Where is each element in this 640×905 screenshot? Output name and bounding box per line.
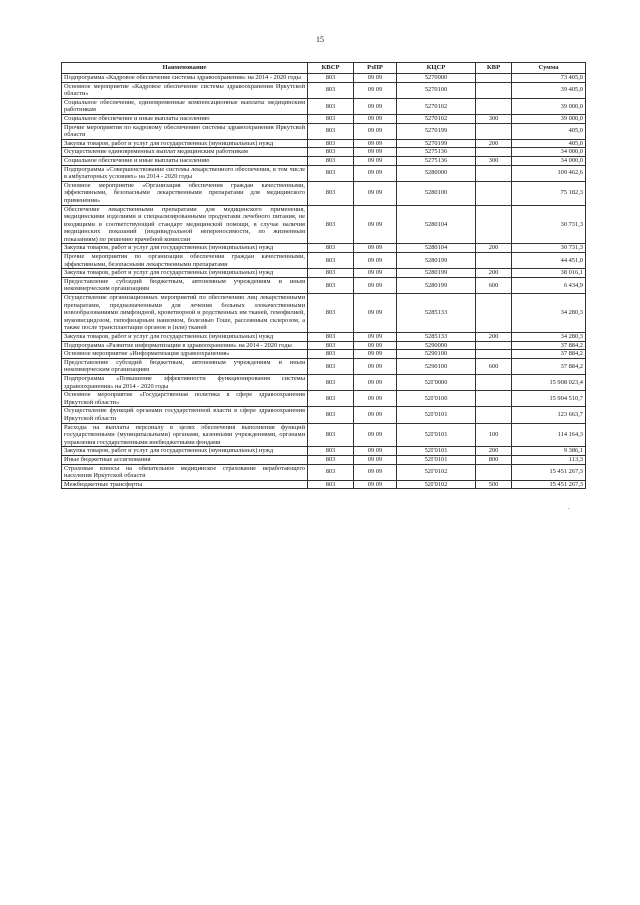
cell-kcsr: 5270000 <box>397 74 476 83</box>
cell-name: Социальное обеспечение и иные выплаты населению <box>62 156 308 165</box>
cell-kvr: 200 <box>476 244 512 253</box>
cell-rzpr: 09 09 <box>354 277 397 293</box>
page-number: 15 <box>316 35 324 44</box>
cell-sum: 15 451 267,3 <box>512 480 586 489</box>
cell-kvsr: 803 <box>308 358 354 374</box>
cell-kvr <box>476 253 512 269</box>
cell-kvr <box>476 341 512 350</box>
cell-sum: 38 016,1 <box>512 269 586 278</box>
cell-kvsr: 803 <box>308 423 354 447</box>
cell-kcsr: 5290100 <box>397 350 476 359</box>
header-kvsr: КВСР <box>308 63 354 74</box>
cell-kvr <box>476 181 512 205</box>
cell-kvr: 200 <box>476 139 512 148</box>
cell-kvsr: 803 <box>308 374 354 390</box>
header-sum: Сумма <box>512 63 586 74</box>
cell-rzpr: 09 09 <box>354 423 397 447</box>
cell-kcsr: 52Г0101 <box>397 455 476 464</box>
cell-rzpr: 09 09 <box>354 205 397 244</box>
cell-kcsr: 52Г0101 <box>397 407 476 423</box>
cell-rzpr: 09 09 <box>354 333 397 342</box>
cell-sum: 34 000,0 <box>512 148 586 157</box>
cell-kvr <box>476 374 512 390</box>
cell-kvsr: 803 <box>308 341 354 350</box>
table-row <box>62 277 586 293</box>
table-row <box>62 139 586 148</box>
cell-name: Подпрограмма «Развитие информатизации в здравоохранении» на 2014 - 2020 годы <box>62 341 308 350</box>
cell-kvsr: 803 <box>308 407 354 423</box>
cell-kvr <box>476 123 512 139</box>
cell-name: Основное мероприятие «Государственная политика в сфере здравоохранения Иркутской области» <box>62 391 308 407</box>
cell-rzpr: 09 09 <box>354 148 397 157</box>
cell-rzpr: 09 09 <box>354 391 397 407</box>
cell-kcsr: 5290000 <box>397 341 476 350</box>
budget-table <box>61 62 586 489</box>
cell-name: Обеспечение лекарственными препаратами для медицинского применения, медицинскими изделиями и специализированными продуктами лечебного питания, не входящими в соответствующий стандарт медицинской помощи, в случае наличия медицинских показаний (индивидуальной непереносимости, по жизненным показаниям) по решению врачебной комиссии <box>62 205 308 244</box>
cell-kcsr: 5280104 <box>397 205 476 244</box>
cell-rzpr: 09 09 <box>354 294 397 333</box>
cell-kcsr: 5280104 <box>397 244 476 253</box>
table-row <box>62 98 586 114</box>
cell-kvsr: 803 <box>308 165 354 181</box>
table-row <box>62 165 586 181</box>
cell-name: Прочие мероприятия по организации обеспечения граждан качественными, эффективными, безопасными лекарственными препаратами <box>62 253 308 269</box>
cell-kvr: 600 <box>476 358 512 374</box>
table-row <box>62 374 586 390</box>
table-row <box>62 407 586 423</box>
table-row <box>62 333 586 342</box>
cell-kcsr: 52Г0101 <box>397 447 476 456</box>
cell-sum: 34 000,0 <box>512 156 586 165</box>
cell-name: Закупка товаров, работ и услуг для государственных (муниципальных) нужд <box>62 139 308 148</box>
cell-sum: 9 386,1 <box>512 447 586 456</box>
cell-kvr: 600 <box>476 277 512 293</box>
table-row <box>62 82 586 98</box>
cell-kcsr: 52Г0102 <box>397 480 476 489</box>
cell-sum: 37 884,2 <box>512 350 586 359</box>
table-row <box>62 205 586 244</box>
table-row <box>62 269 586 278</box>
cell-rzpr: 09 09 <box>354 464 397 480</box>
cell-kcsr: 52Г0000 <box>397 374 476 390</box>
cell-rzpr: 09 09 <box>354 156 397 165</box>
cell-kcsr: 5270102 <box>397 114 476 123</box>
cell-kvsr: 803 <box>308 123 354 139</box>
cell-kvsr: 803 <box>308 464 354 480</box>
table-row <box>62 181 586 205</box>
cell-kvr <box>476 464 512 480</box>
cell-kvsr: 803 <box>308 181 354 205</box>
table-header <box>62 63 586 74</box>
cell-name: Закупка товаров, работ и услуг для государственных (муниципальных) нужд <box>62 244 308 253</box>
cell-name: Закупка товаров, работ и услуг для государственных (муниципальных) нужд <box>62 333 308 342</box>
table-row <box>62 423 586 447</box>
cell-kvsr: 803 <box>308 455 354 464</box>
cell-kvsr: 803 <box>308 98 354 114</box>
header-kcsr: КЦСР <box>397 63 476 74</box>
table-row <box>62 294 586 333</box>
cell-kvr <box>476 165 512 181</box>
cell-kvsr: 803 <box>308 139 354 148</box>
cell-sum: 34 280,3 <box>512 294 586 333</box>
cell-kvsr: 803 <box>308 269 354 278</box>
cell-sum: 405,0 <box>512 123 586 139</box>
cell-kvr <box>476 98 512 114</box>
cell-kcsr: 5280199 <box>397 269 476 278</box>
cell-name: Осуществление единовременных выплат медицинским работникам <box>62 148 308 157</box>
cell-name: Осуществление организационных мероприятий по обеспечению лиц лекарственными препаратами, предназначенными для лечения больных злокачественными новообразованиями лимфоидной, кроветворной и родственных им тканей, гемофилией, муковисцидозом, гипофизарным нанизмом, болезнью Гоше, рассеянным склерозом, а также после трансплантации органов и (или) тканей <box>62 294 308 333</box>
cell-kcsr: 5290100 <box>397 358 476 374</box>
cell-sum: 405,0 <box>512 139 586 148</box>
cell-rzpr: 09 09 <box>354 358 397 374</box>
cell-kvr: 500 <box>476 480 512 489</box>
cell-rzpr: 09 09 <box>354 181 397 205</box>
cell-rzpr: 09 09 <box>354 253 397 269</box>
table-row <box>62 480 586 489</box>
cell-name: Социальное обеспечение, единовременные компенсационные выплаты медицинским работникам <box>62 98 308 114</box>
cell-sum: 6 434,9 <box>512 277 586 293</box>
cell-kcsr: 5280100 <box>397 181 476 205</box>
cell-sum: 30 731,3 <box>512 205 586 244</box>
cell-sum: 114 164,3 <box>512 423 586 447</box>
cell-sum: 39 000,0 <box>512 114 586 123</box>
cell-sum: 75 182,3 <box>512 181 586 205</box>
cell-kvr: 300 <box>476 156 512 165</box>
table-row <box>62 464 586 480</box>
cell-rzpr: 09 09 <box>354 455 397 464</box>
cell-rzpr: 09 09 <box>354 447 397 456</box>
table-row <box>62 341 586 350</box>
cell-rzpr: 09 09 <box>354 269 397 278</box>
cell-kvsr: 803 <box>308 148 354 157</box>
table-row <box>62 350 586 359</box>
table-row <box>62 391 586 407</box>
cell-kcsr: 5270199 <box>397 123 476 139</box>
cell-rzpr: 09 09 <box>354 114 397 123</box>
cell-kvr: 300 <box>476 114 512 123</box>
cell-kvr <box>476 74 512 83</box>
table-row <box>62 156 586 165</box>
cell-kvr <box>476 294 512 333</box>
cell-kvsr: 803 <box>308 294 354 333</box>
cell-kcsr: 5275136 <box>397 156 476 165</box>
cell-kvsr: 803 <box>308 391 354 407</box>
cell-name: Основное мероприятие «Информатизация здравоохранения» <box>62 350 308 359</box>
cell-kvr: 800 <box>476 455 512 464</box>
header-rzpr: РзПР <box>354 63 397 74</box>
cell-sum: 37 884,2 <box>512 358 586 374</box>
cell-rzpr: 09 09 <box>354 374 397 390</box>
table-row <box>62 455 586 464</box>
cell-kvsr: 803 <box>308 74 354 83</box>
cell-kcsr: 5270102 <box>397 98 476 114</box>
cell-kcsr: 5285133 <box>397 294 476 333</box>
cell-name: Прочие мероприятия по кадровому обеспечению системы здравоохранения Иркутской области <box>62 123 308 139</box>
cell-kvr <box>476 350 512 359</box>
cell-kcsr: 5275136 <box>397 148 476 157</box>
cell-kcsr: 52Г0101 <box>397 423 476 447</box>
cell-kvr <box>476 407 512 423</box>
cell-rzpr: 09 09 <box>354 407 397 423</box>
cell-name: Страховые взносы на обязательное медицинское страхование неработающего населения Иркутской области <box>62 464 308 480</box>
cell-sum: 39 000,0 <box>512 98 586 114</box>
cell-sum: 39 405,0 <box>512 82 586 98</box>
cell-sum: 15 908 023,4 <box>512 374 586 390</box>
cell-kcsr: 5280199 <box>397 253 476 269</box>
cell-rzpr: 09 09 <box>354 139 397 148</box>
cell-name: Подпрограмма «Совершенствование системы лекарственного обеспечения, в том числе в амбулаторных условиях» на 2014 - 2020 годы <box>62 165 308 181</box>
cell-rzpr: 09 09 <box>354 123 397 139</box>
cell-sum: 73 405,0 <box>512 74 586 83</box>
cell-name: Закупка товаров, работ и услуг для государственных (муниципальных) нужд <box>62 269 308 278</box>
table-row <box>62 114 586 123</box>
stray-mark: . <box>568 505 570 511</box>
cell-kvr <box>476 391 512 407</box>
cell-kvsr: 803 <box>308 480 354 489</box>
cell-name: Подпрограмма «Повышение эффективности функционирования системы здравоохранения» на 2014 - 2020 годы <box>62 374 308 390</box>
cell-rzpr: 09 09 <box>354 341 397 350</box>
cell-name: Основное мероприятие «Организация обеспечения граждан качественными, эффективными, безопасными лекарственными препаратами для медицинского применения» <box>62 181 308 205</box>
cell-kvsr: 803 <box>308 350 354 359</box>
cell-name: Предоставление субсидий бюджетным, автономным учреждениям и иным некоммерческим организациям <box>62 358 308 374</box>
cell-name: Социальное обеспечение и иные выплаты населению <box>62 114 308 123</box>
cell-rzpr: 09 09 <box>354 82 397 98</box>
cell-kcsr: 5270100 <box>397 82 476 98</box>
cell-name: Межбюджетные трансферты <box>62 480 308 489</box>
header-row <box>62 63 586 74</box>
cell-kvr <box>476 148 512 157</box>
cell-kvsr: 803 <box>308 114 354 123</box>
table-row <box>62 447 586 456</box>
cell-sum: 113,3 <box>512 455 586 464</box>
header-name: Наименование <box>62 63 308 74</box>
cell-sum: 30 731,3 <box>512 244 586 253</box>
cell-kvr: 200 <box>476 447 512 456</box>
cell-name: Основное мероприятие «Кадровое обеспечение системы здравоохранения Иркутской области» <box>62 82 308 98</box>
cell-rzpr: 09 09 <box>354 350 397 359</box>
cell-sum: 34 280,3 <box>512 333 586 342</box>
table-row <box>62 123 586 139</box>
cell-kvsr: 803 <box>308 205 354 244</box>
cell-kcsr: 5280000 <box>397 165 476 181</box>
cell-rzpr: 09 09 <box>354 480 397 489</box>
cell-rzpr: 09 09 <box>354 165 397 181</box>
cell-kcsr: 5280199 <box>397 277 476 293</box>
cell-kvsr: 803 <box>308 333 354 342</box>
table-body <box>62 74 586 489</box>
table-row <box>62 253 586 269</box>
cell-sum: 15 451 267,3 <box>512 464 586 480</box>
cell-sum: 109 462,6 <box>512 165 586 181</box>
cell-name: Закупка товаров, работ и услуг для государственных (муниципальных) нужд <box>62 447 308 456</box>
cell-kvsr: 803 <box>308 447 354 456</box>
cell-sum: 44 451,0 <box>512 253 586 269</box>
cell-name: Предоставление субсидий бюджетным, автономным учреждениям и иным некоммерческим организациям <box>62 277 308 293</box>
cell-kvsr: 803 <box>308 156 354 165</box>
cell-kcsr: 5270199 <box>397 139 476 148</box>
cell-kvsr: 803 <box>308 277 354 293</box>
cell-kvr: 200 <box>476 269 512 278</box>
cell-name: Осуществление функций органами государственной власти в сфере здравоохранения Иркутской области <box>62 407 308 423</box>
cell-name: Расходы на выплаты персоналу в целях обеспечения выполнения функций государственными (муниципальными) органами, казенными учреждениями, органами управления государственными внебюджетными фондами <box>62 423 308 447</box>
cell-sum: 123 663,7 <box>512 407 586 423</box>
cell-rzpr: 09 09 <box>354 244 397 253</box>
cell-kvsr: 803 <box>308 253 354 269</box>
cell-kvr: 100 <box>476 423 512 447</box>
cell-kvr: 200 <box>476 333 512 342</box>
cell-kvr <box>476 82 512 98</box>
cell-kvsr: 803 <box>308 244 354 253</box>
table-row <box>62 148 586 157</box>
cell-name: Иные бюджетные ассигнования <box>62 455 308 464</box>
table-row <box>62 244 586 253</box>
cell-kcsr: 5285133 <box>397 333 476 342</box>
cell-rzpr: 09 09 <box>354 74 397 83</box>
cell-kcsr: 52Г0102 <box>397 464 476 480</box>
cell-rzpr: 09 09 <box>354 98 397 114</box>
cell-kvr <box>476 205 512 244</box>
cell-kvsr: 803 <box>308 82 354 98</box>
cell-name: Подпрограмма «Кадровое обеспечение системы здравоохранения» на 2014 - 2020 годы <box>62 74 308 83</box>
cell-sum: 15 904 510,7 <box>512 391 586 407</box>
table-row <box>62 74 586 83</box>
cell-kcsr: 52Г0100 <box>397 391 476 407</box>
table-row <box>62 358 586 374</box>
cell-sum: 37 884,2 <box>512 341 586 350</box>
header-kvr: КВР <box>476 63 512 74</box>
